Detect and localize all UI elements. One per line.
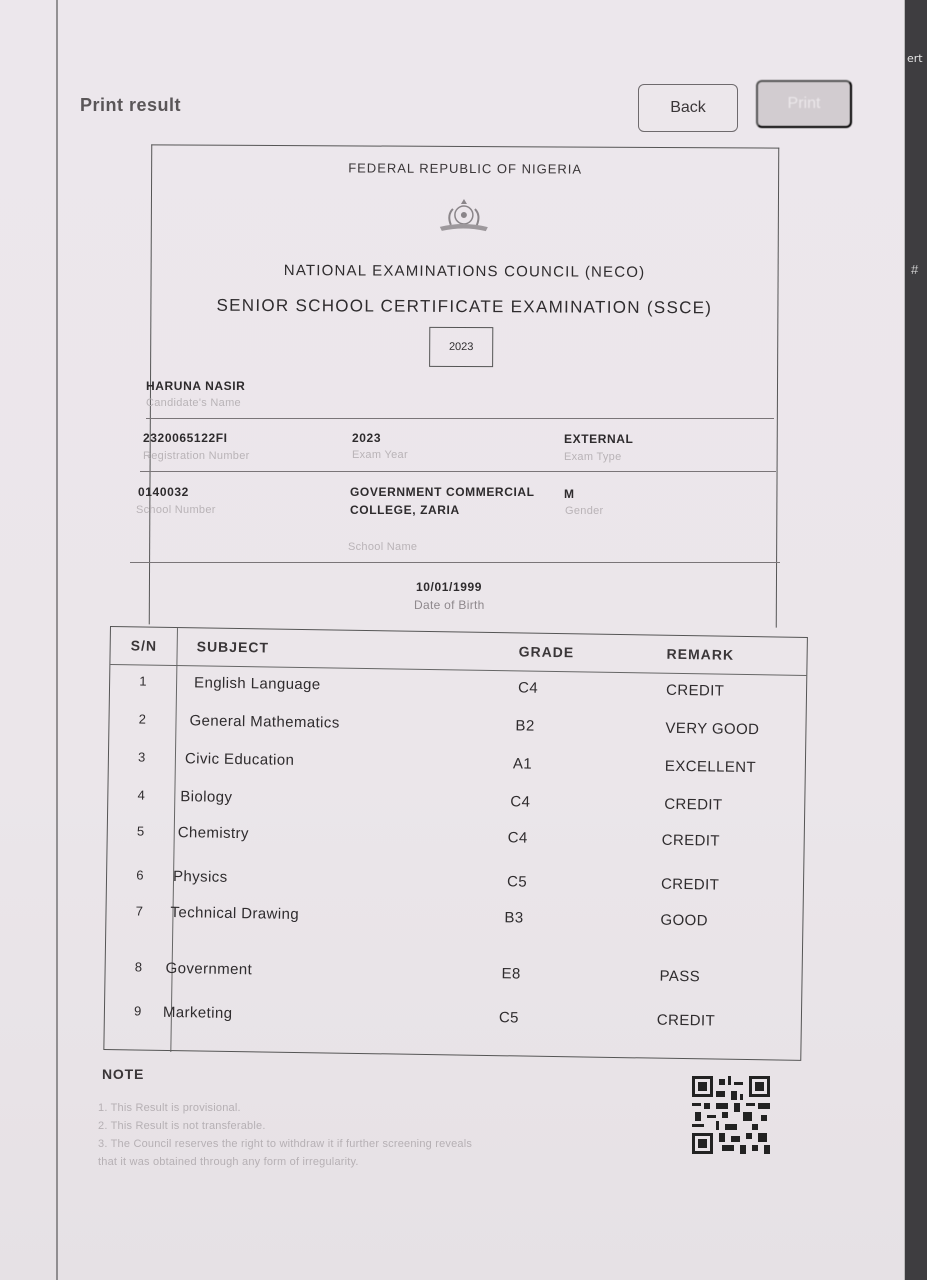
row-sn: 8 [134,959,143,975]
row-remark: GOOD [660,911,709,930]
row-grade: B3 [504,909,524,927]
row-subject: Civic Education [184,750,295,769]
exam-year: 2023 [352,431,382,445]
note-title: NOTE [102,1066,145,1082]
note-item: 3. The Council reserves the right to withdraw it if further screening reveals [98,1138,473,1150]
date-of-birth-label: Date of Birth [414,598,485,612]
edge-text: ert [907,52,923,65]
row-subject: Government [165,959,253,979]
row-sn: 1 [139,673,148,689]
background-edge [905,0,927,1280]
page-title: Print result [80,95,182,115]
divider [146,418,774,419]
header-subject: SUBJECT [196,638,270,656]
row-remark: CREDIT [661,831,721,850]
row-sn: 6 [136,867,145,883]
row-grade: C5 [506,873,528,891]
row-subject: English Language [193,674,321,694]
qr-code-icon [692,1076,770,1154]
exam-type-label: Exam Type [564,451,622,463]
exam-year-box: 2023 [429,327,493,367]
header-remark: REMARK [666,645,735,663]
row-remark: PASS [659,967,701,986]
council-title: NATIONAL EXAMINATIONS COUNCIL (NECO) [283,262,646,281]
school-number: 0140032 [138,485,189,499]
results-table [103,626,808,1061]
row-subject: Marketing [162,1003,233,1022]
row-remark: EXCELLENT [664,757,757,777]
row-grade: C4 [507,829,528,847]
row-remark: CREDIT [664,795,723,814]
row-sn: 3 [138,749,146,765]
row-sn: 4 [137,787,146,803]
row-sn: 2 [138,711,147,727]
row-sn: 9 [134,1003,142,1019]
row-remark: CREDIT [665,681,725,700]
edge-hash: # [911,262,919,277]
note-item: 1. This Result is provisional. [98,1102,241,1114]
candidate-name-label: Candidate's Name [146,397,241,409]
row-sn: 5 [136,823,145,839]
exam-title: SENIOR SCHOOL CERTIFICATE EXAMINATION (SSCE) [216,295,713,318]
gender: M [564,487,575,501]
country-title: FEDERAL REPUBLIC OF NIGERIA [348,160,583,177]
row-grade: B2 [515,717,535,735]
table-header [110,627,807,676]
exam-type: EXTERNAL [564,432,634,446]
candidate-name: HARUNA NASIR [146,379,246,393]
divider [140,471,776,472]
divider [130,562,780,563]
row-subject: Biology [180,788,233,806]
row-grade: C5 [498,1009,520,1027]
school-name: GOVERNMENT COMMERCIAL COLLEGE, ZARIA [350,485,535,517]
row-remark: CREDIT [656,1011,716,1030]
row-subject: Technical Drawing [170,903,300,924]
row-subject: Physics [172,868,228,886]
row-sn: 7 [135,903,144,919]
registration-number-label: Registration Number [143,450,250,462]
school-number-label: School Number [136,504,216,516]
header-grade: GRADE [518,643,575,661]
row-grade: C4 [517,679,539,697]
note-item: 2. This Result is not transferable. [98,1120,266,1132]
school-name-label: School Name [348,541,418,553]
date-of-birth: 10/01/1999 [416,580,483,594]
print-button[interactable]: Print [756,80,852,128]
row-remark: VERY GOOD [665,719,760,739]
row-grade: C4 [510,793,531,811]
row-remark: CREDIT [660,875,720,894]
row-grade: E8 [501,965,521,983]
row-subject: General Mathematics [189,712,340,732]
exam-year-label: Exam Year [352,449,408,461]
row-subject: Chemistry [177,824,249,843]
table-row [105,959,802,1010]
gender-label: Gender [565,505,604,517]
row-grade: A1 [512,755,533,773]
header-sn: S/N [130,637,158,654]
registration-number: 2320065122FI [143,431,228,445]
coat-of-arms-icon [434,193,494,237]
note-item: that it was obtained through any form of irregularity. [98,1156,359,1168]
back-button[interactable]: Back [638,84,738,132]
